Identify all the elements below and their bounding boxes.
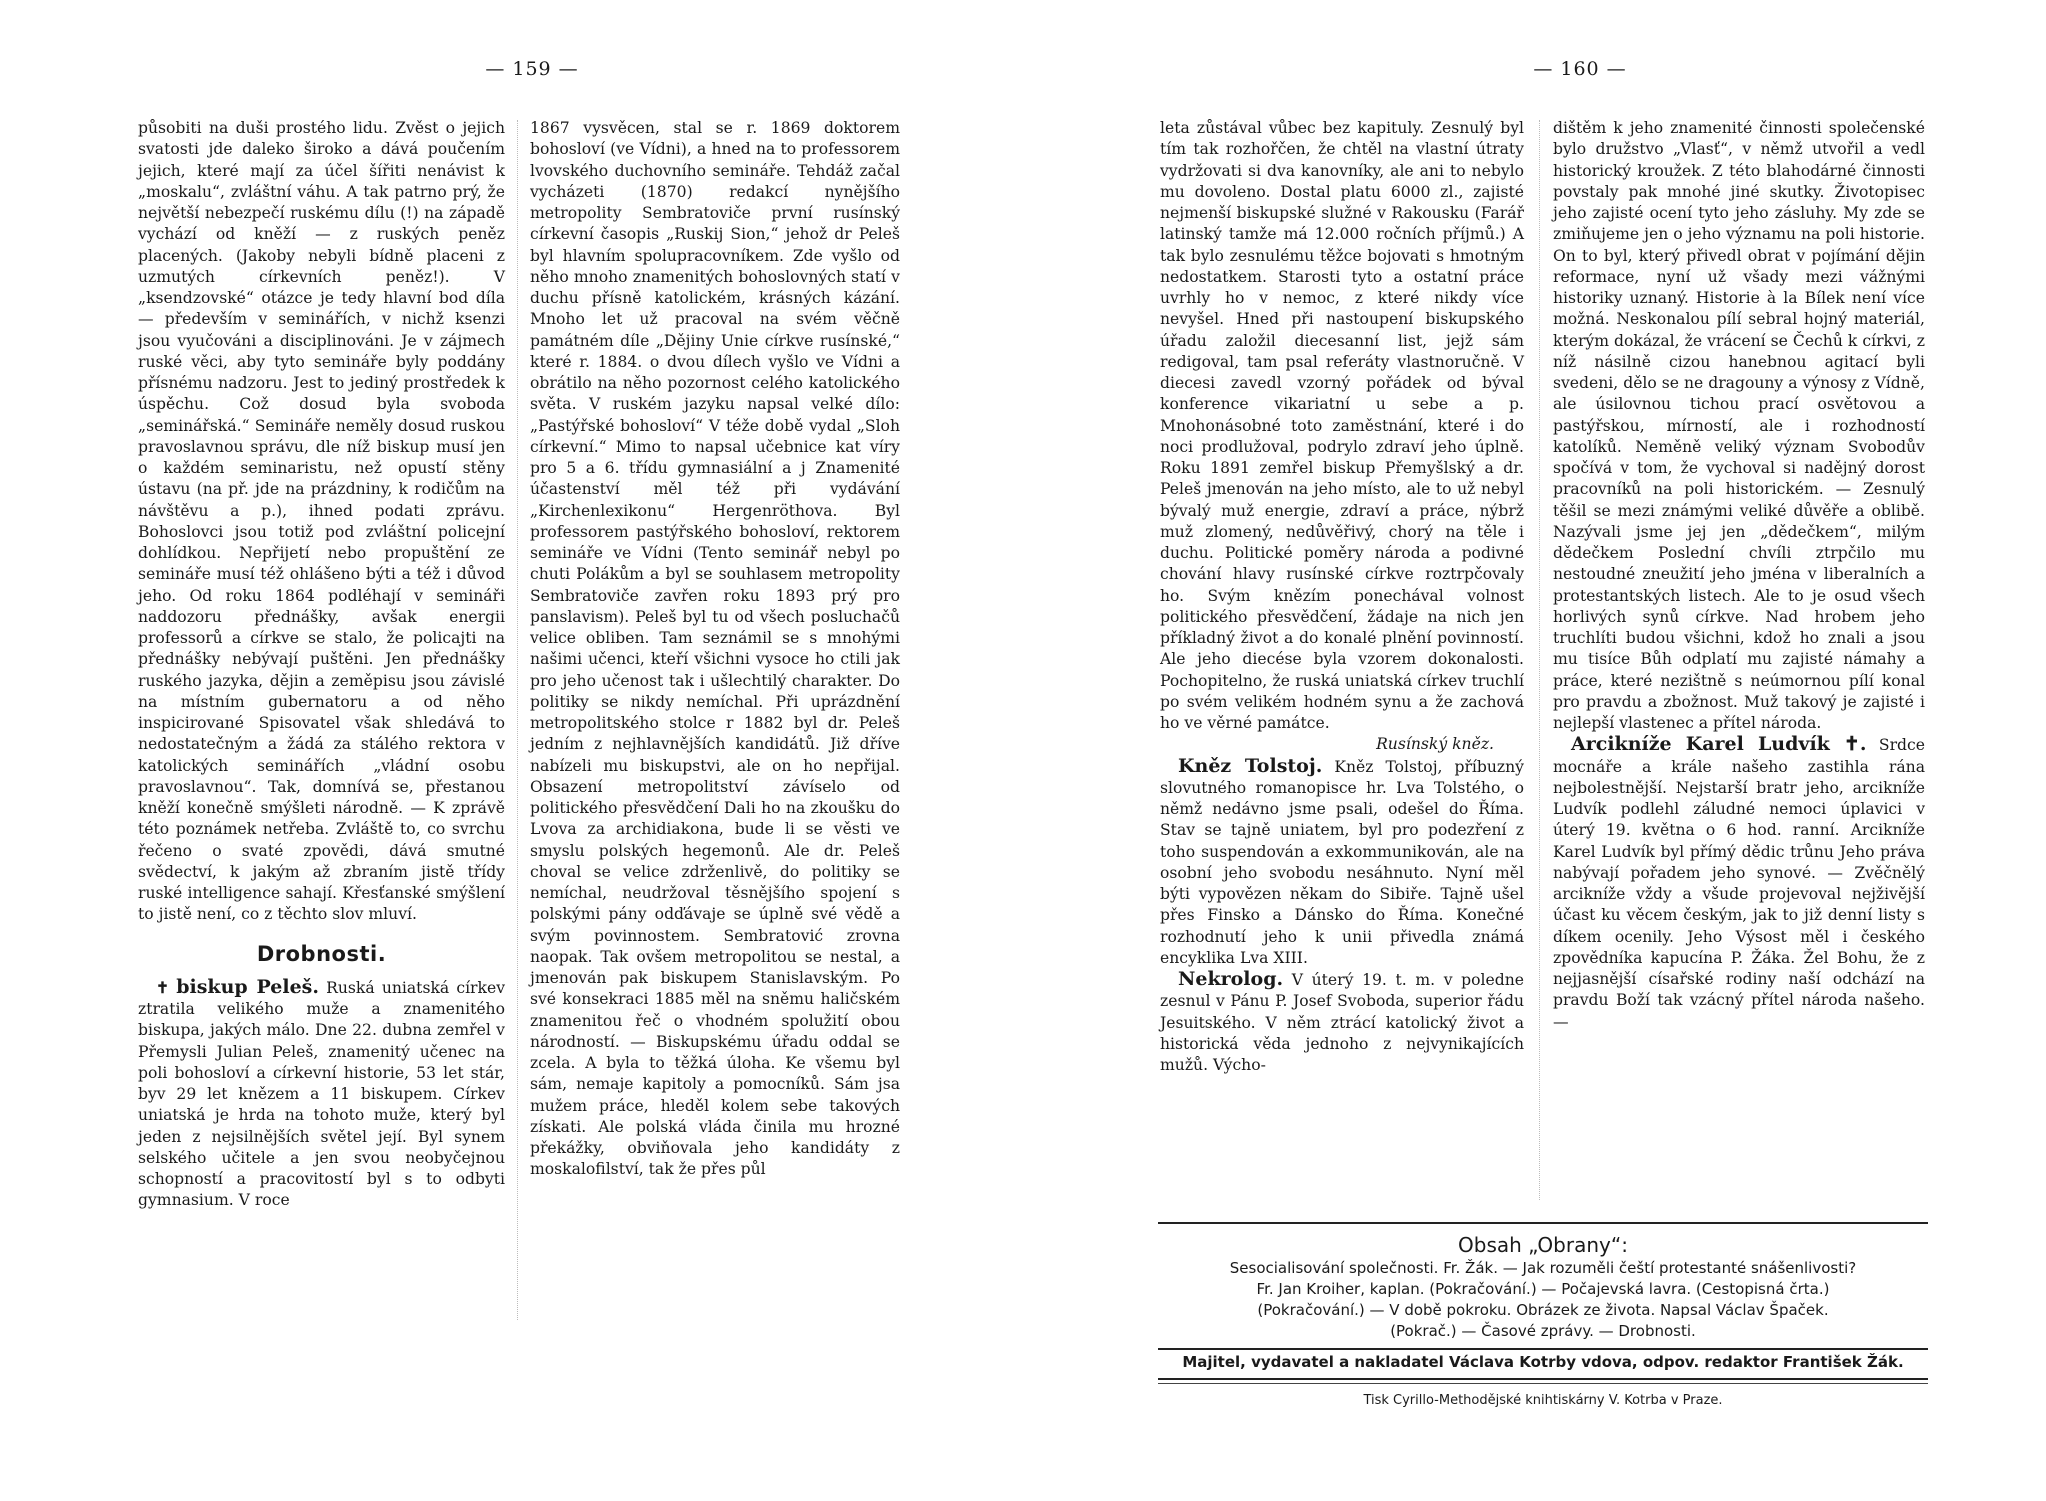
contents-top-rule — [1158, 1222, 1928, 1224]
contents-line: Fr. Jan Kroiher, kaplan. (Pokračování.) — Počajevská lavra. (Cestopisná črta.) — [1256, 1280, 1830, 1298]
bishop-peles-end: leta zůstával vůbec bez kapituly. Zesnulý byl tím tak rozhořčen, že chtěl na vlastní útraty vydržovati si dva kanovníky, ale ani to nebylo mu dovoleno. Dostal platu 6000 zl., zajisté nejmenší biskupské služné v Rakousku (Farář latinský tamže má 12.000 ročních příjmů.) A tak bylo zesnulému těžce bojovati s hmotným nedostatkem. Starosti tyto a ostatní práce uvrhly ho v nemoc, z které nikdy více nevyšel. Hned při nastoupení biskupského úřadu založil diecesanní list, jejž sám redigoval, tam psal referáty vlastnoručně. V diecesi zavedl vzorný pořádek od býval konference vikariatní u sebe a p. Mnohonásobné toto zaměstnání, které i do noci prodlužoval, podrylo zdraví jeho úplně. Roku 1891 zemřel biskup Přemyšlský a dr. Peleš jmenován na jeho místo, ale to už nebyl bývalý muž energie, zdraví a práce, nýbrž muž zlomený, nedůvěřivý, chorý na těle i duchu. Politické poměry národa a podivné chování hlavy rusínské církve roztrpčovaly ho. Svým knězím ponechával volnost politického přesvědčení, žádaje na nich jen příkladný život a do konalé plnění povinností. Ale jeho diecése byla vzorem dokonalosti. Pochopitelno, že ruská uniatská církev truchlí po svém velikém hodném synu a že zachová ho ve věrné památce. — [1160, 119, 1524, 732]
nekrolog-text: V úterý 19. t. m. v poledne zesnul v Pánu P. Josef Svoboda, superior řádu Jesuitského. V něm ztrácí katolický život a historická věda jednoho z nejvynikajících mužů. Výcho- — [1160, 971, 1524, 1074]
right-column-2 — [1553, 118, 1925, 1033]
archduke-article — [1553, 734, 1925, 1033]
bishop-peles-text: Ruská uniatská církev ztratila velikého muže a znamenitého biskupa, jakých málo. Dne 22. dubna zemřel v Přemysli Julian Peleš, znamenitý učenec na poli bohosloví a církevní historie, 53 let stár, byv 29 let knězem a 11 biskupem. Církev uniatská je hrda na tohoto muže, který byl jeden z nejsilnějších světel její. Byl synem selského učitele a jen svou neobyčejnou schopností a pracovitostí byl s to odbyti gymnasium. V roce — [138, 978, 506, 1210]
nekrolog-article — [1160, 969, 1524, 1076]
contents-line: Sesocialisování společnosti. Fr. Žák. — Jak rozuměli čeští protestanté snášenlivosti? — [1229, 1259, 1857, 1277]
right-column-1 — [1160, 118, 1524, 1076]
drobnosti-heading: Drobnosti. — [256, 941, 387, 966]
archduke-text: Srdce mocnáře a krále našeho zastihla rána nejbolestnější. Nejstarší bratr jeho, arcikníže Ludvík podlehl záludné nemoci úplavici v úterý 19. května o 6 hod. ranní. Arcikníže Karel Ludvík byl přímý dědic trůnu Jeho práva nabývají pořadem jeho synové. — Zvěčnělý arcikníže vždy a všude projevoval nejživější účast ku věcem českým, jak to již denní listy s díkem ocenily. Jeho Výsost měl i českého zpovědníka kapucína P. Žáka. Žel Bohu, že z nejjasnější císařské rodiny naší odchází na pravdu Boží tak vzácný přítel národa našeho. — — [1553, 736, 1925, 1031]
bishop-peles-continuation: 1867 vysvěcen, stal se r. 1869 doktorem bohosloví (ve Vídni), a hned na to professorem lvovského duchovního semináře. Tehdáž začal vycházeti (1870) redakcí nynějšího metropolity Sembratoviče první rusínský církevní časopis „Ruskij Sion,“ jehož dr Peleš byl hlavním spolupracovníkem. Zde vyšlo od něho mnoho znamenitých bohoslovných statí v duchu přísně katolickém, krásných kázání. Mnoho let už pracoval na svém věčně památném díle „Dějiny Unie církve rusínské,“ které r. 1884. o dvou dílech vyšlo ve Vídni a obrátilo na něho pozornost celého katolického světa. V ruském jazyku napsal velké dílo: „Pastýřské bohosloví“ V téže době vydal „Sloh církevní.“ Mimo to napsal učebnice kat víry pro 5 a 6. třídu gymnasiální a j Znamenité účastenství měl též při vydávání „Kirchenlexikonu“ Hergenröthova. Byl professorem pastýřského bohosloví, rektorem semináře ve Vídni (Tento seminář nebyl po chuti Polákům a byl se souhlasem metropolity Sembratoviče zavřen roku 1893 prý pro panslavism). Peleš byl tu od všech posluchačů velice obliben. Tam seznámil se s mnohými našimi učenci, kteří všichni vysoce ho ctili jak pro jeho učenost tak i ušlechtilý charakter. Do politiky se nikdy nemíchal. Při uprázdnění metropolitského stolce r 1882 byl dr. Peleš jedním z nejhlavnějších kandidátů. Již dříve nabízeli mu biskupstvi, ale on ho nepřijal. Obsazení metropolitství závíselo od politického přesvědčení Dali ho na zkoušku do Lvova za archidiakona, bude li se věsti ve smyslu polských hegemonů. Ale dr. Peleš choval se velice zdrženlivě, do politiky se nemíchal, neudržoval těsnějšího spojení s polskými pány odďávaje se úplně své vědě a svým povinnostem. Sembratović zrovna naopak. Tak ovšem metropolitou se nestal, a jmenován pak biskupem Stanislavským. Po své konsekraci 1885 měl na sněmu haličském znamenitou řeč o vhodném spolužití obou národností. — Biskupskému úřadu oddal se zcela. A byla to těžká úloha. Ke všemu byl sám, nemaje kapitoly a pomocníků. Sám jsa mužem práce, hleděl kolem sebe takových získati. Ale polská vláda činila mu hrozné překážky, obviňovala jeho kandidáty z moskalofilství, tak že přes půl — [530, 119, 900, 1179]
article-signature: Rusínský kněz. — [1376, 735, 1494, 754]
contents-line: (Pokrač.) — Časové zprávy. — Drobnosti. — [1390, 1322, 1696, 1340]
left-column-1 — [138, 118, 505, 1212]
page-number-left: — 159 — — [485, 58, 579, 80]
tolstoj-title: Kněz Tolstoj. — [1178, 754, 1323, 777]
bishop-peles-article — [138, 977, 505, 1212]
printer-line: Tisk Cyrillo-Methodějské knihtiskárny V. Kotrba v Praze. — [1363, 1393, 1723, 1408]
column-divider-left — [517, 120, 518, 1320]
publisher-top-rule — [1158, 1348, 1928, 1350]
contents-line: (Pokračování.) — V době pokroku. Obrázek ze života. Napsal Václav Špaček. — [1257, 1301, 1829, 1319]
left-column-2 — [530, 118, 900, 1181]
publisher-bottom-rule-thin — [1158, 1383, 1928, 1384]
column-divider-right — [1539, 120, 1540, 1200]
contents-title: Obsah „Obrany“: — [1458, 1233, 1628, 1257]
page-number-right: — 160 — — [1533, 58, 1627, 80]
nekrolog-continuation: dištěm k jeho znamenité činnosti společenské bylo družstvo „Vlasť“, v němž utvořil a vedl historický kroužek. Z této blahodárné činnosti povstaly pak mnohé jiné skutky. Životopisec jeho zajisté ocení tyto jeho zásluhy. My zde se zmiňujeme jen o jeho významu na poli historie. On to byl, který přivedl obrat v pojímání dějin reformace, nyní už všady mezi vážnými historiky uznaný. Historie à la Bílek není více možná. Neskonalou pílí sebral hojný materiál, kterým dokázal, že vrácení se Čechů k církvi, z níž násilně cizou hanebnou agitací byli svedeni, dělo se ne dragouny a výnosy z Vídně, ale úsilovnou tichou prací osvětovou a pastýřskou, mírností, ale i rozhodností katolíků. Neměně veliký význam Svobodův spočívá v tom, že vychoval si nadějný dorost pracovníků na poli historickém. — Zesnulý těšil se mezi známými veliké důvěře a oblibě. Nazývali jsme jej jen „dědečkem“, milým dědečkem Poslední chvíli ztrpčilo mu nestoudné zneužití jeho jména v liberalních a protestantských listech. Ale to je osud všech horlivých synů církve. Nad hrobem jeho truchlíti budou všichni, kdož ho znali a jsou mu tisíce Bůh odplatí mu zajisté námahy a práce, které nezištně s neúmornou pílí konal pro pravdu a zbožnost. Muž takový je zajisté i nejlepší vlastenec a přítel národa. — [1553, 119, 1925, 732]
contents-box — [1158, 1232, 1928, 1342]
cross-icon: ✝ — [156, 977, 170, 997]
publisher-line: Majitel, vydavatel a nakladatel Václava Kotrby vdova, odpov. redaktor František Žák. — [1182, 1353, 1904, 1371]
tolstoj-text: Kněz Tolstoj, příbuzný slovutného romanopisce hr. Lva Tolstého, o němž nedávno jsme psali, odešel do Říma. Stav se tajně uniatem, byl pro podezření z toho suspendován a exkommunikován, ale na osobní jeho svobodu nesáhnuto. Nyní měl býti vypovězen někam do Sibiře. Tajně ušel přes Finsko a Dánsko do Říma. Konečné rozhodnutí jeho k unii přivedla známá encyklika Lva XIII. — [1160, 757, 1524, 967]
nekrolog-title: Nekrolog. — [1178, 968, 1284, 990]
bishop-peles-title: biskup Peleš. — [176, 975, 319, 998]
tolstoj-article — [1160, 756, 1524, 970]
archduke-title: Arcikníže Karel Ludvík ✝. — [1571, 733, 1867, 756]
article-continuation-text: působiti na duši prostého lidu. Zvěst o jejich svatosti jde daleko široko a dává poučením jejich, které mají za účel šířiti nenávist k „moskalu“, zvláštní váhu. A tak patrno prý, že největší nebezpečí ruskému dílu (!) na západě vychází od kněží — z ruských peněz placených. (Jakoby nebyli bídně placeni z uzmutých církevních peněz!). V „ksendzovské“ otázce je tedy hlavní bod díla — především v seminářích, v nichž ksenzi jsou vyučováni a disciplinováni. Je v zájmech ruské věci, aby tyto semináře byly poddány přísnému nadzoru. Jest to jediný prostředek k úspěchu. Což dosud byla svoboda „seminářská.“ Semináře neměly dosud ruskou pravoslavnou správu, dle níž biskup musí jen o každém seminaristu, než opustí stěny ústavu (na př. jde na prázdniny, k rodičům na návštěvu a p.), ihned podati zprávu. Bohoslovci jsou totiž pod zvláštní policejní dohlídkou. Nepřijetí nebo propuštění ze semináře musí též ohlášeno býti a též i důvod jeho. Od roku 1864 podléhají v semináři naddozoru přednášky, avšak energii professorů a církve se stalo, že policajti na přednášky nebývají puštěni. Jen přednášky ruského jazyka, dějin a zeměpisu jsou závislé na místním gubernatoru a od něho inspicirované Spisovatel však shledává to nedostatečným a žádá za stálého rektora v katolických seminářích „vládní osobu pravoslavnou“. Tak, domnívá se, přestanou kněží konečně smýšleti národně. — K zprávě této poznámek netřeba. Zvláště to, co svrchu řečeno o svaté zpovědi, dává smutné svědectví, k jakým až zbraním jistě třídy ruské intelligence sahají. Křesťanské smýšlení to jistě není, co z těchto slov mluví. — [138, 119, 505, 924]
publisher-bottom-rule — [1158, 1378, 1928, 1380]
